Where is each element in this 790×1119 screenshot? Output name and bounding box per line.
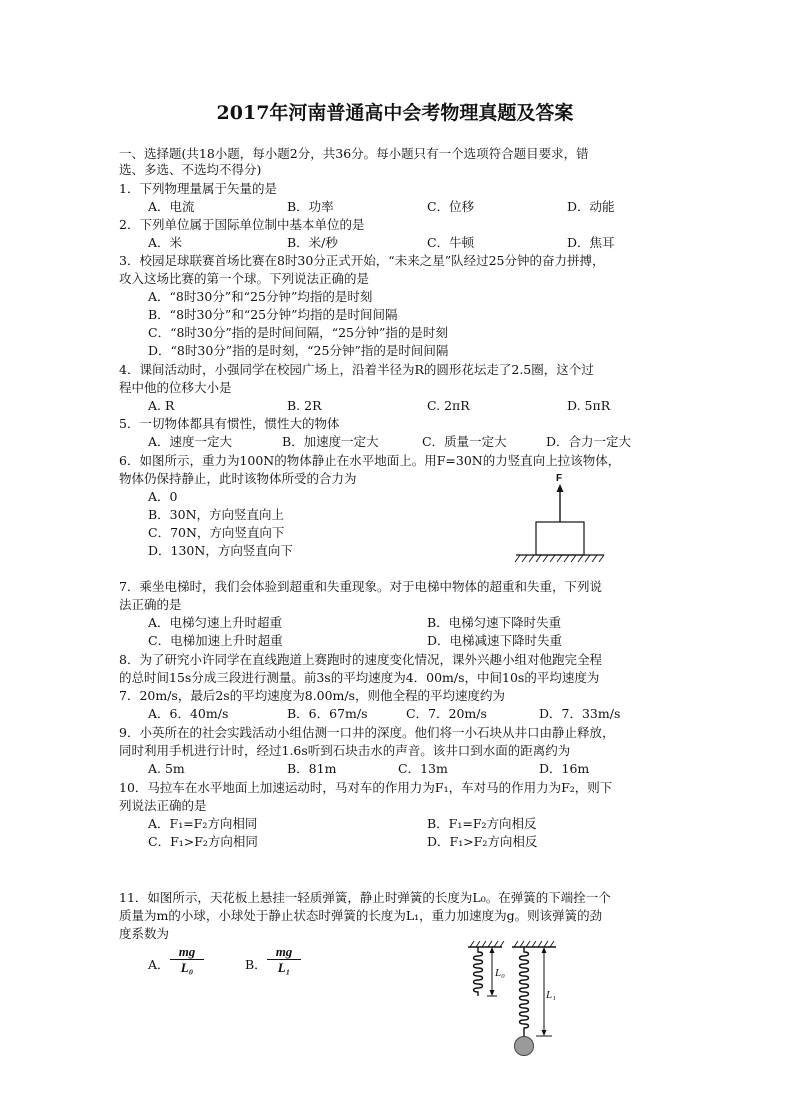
q3-option-a: A．“8时30分”和“25分钟”均指的是时刻: [148, 289, 373, 304]
q1-option-c: C．位移: [427, 199, 475, 214]
l1-arrow-top: [542, 947, 547, 953]
q6-option-d: D．130N，方向竖直向下: [148, 543, 293, 558]
q11-option-a-label: A．: [148, 957, 170, 972]
q9-option-d: D．16m: [539, 761, 590, 776]
question-10-stem: 10．马拉车在水平地面上加速运动时，马对车的作用力为F₁，车对马的作用力为F₂，则下: [119, 780, 613, 795]
q1-option-b: B．功率: [287, 199, 334, 214]
q8-option-c: C．7．20m/s: [406, 706, 487, 721]
section-header-cont: 选、多选、不选均不得分): [119, 162, 262, 177]
q6-option-a: A．0: [148, 489, 178, 504]
q11-b-denominator: L₁: [277, 960, 291, 975]
q2-option-d: D．焦耳: [567, 235, 615, 250]
q1-option-a: A．电流: [148, 199, 195, 214]
q3-option-d: D．“8时30分”指的是时刻，“25分钟”指的是时间间隔: [148, 343, 449, 358]
q11-spring-figure: [462, 940, 562, 1062]
question-8-stem: 8．为了研究小许同学在直线跑道上赛跑时的速度变化情况，课外兴趣小组对他跑完全程: [119, 652, 602, 667]
q11-a-denominator: L₀: [180, 960, 194, 975]
question-1-stem: 1．下列物理量属于矢量的是: [119, 181, 277, 196]
l1-arrow-bottom: [542, 1030, 547, 1036]
q8-option-b: B．6．67m/s: [287, 706, 368, 721]
q5-option-a: A．速度一定大: [148, 434, 233, 449]
q11-option-b-fraction: [267, 945, 301, 975]
question-3-stem: 3．校园足球联赛首场比赛在8时30分正式开始，“未来之星”队经过25分钟的奋力拼搏，: [119, 253, 605, 268]
q1-option-d: D．动能: [567, 199, 615, 214]
question-11-stem: 11．如图所示，天花板上悬挂一轻质弹簧，静止时弹簧的长度为L₀。在弹簧的下端拴一个: [119, 890, 611, 905]
q2-option-c: C．牛顿: [427, 235, 475, 250]
q9-option-b: B．81m: [287, 761, 337, 776]
q10-option-b: B．F₁=F₂方向相反: [427, 816, 537, 831]
q11-option-b-label: B．: [245, 957, 267, 972]
question-3-stem-cont: 攻入这场比赛的第一个球。下列说法正确的是: [119, 271, 370, 286]
question-4-stem: 4．课间活动时，小强同学在校园广场上，沿着半径为R的圆形花坛走了2.5圈，这个过: [119, 362, 594, 377]
force-label: F: [556, 473, 563, 484]
l1-label: L₁: [546, 989, 556, 1001]
force-arrowhead: [557, 484, 564, 492]
ground-hatching: [515, 555, 604, 562]
q4-option-c: C. 2πR: [427, 398, 470, 413]
q5-option-b: B．加速度一定大: [282, 434, 379, 449]
question-8-stem-cont2: 7．20m/s，最后2s的平均速度为8.00m/s，则他全程的平均速度约为: [119, 688, 506, 703]
q2-option-a: A．米: [148, 235, 183, 250]
question-6-stem: 6．如图所示，重力为100N的物体静止在水平地面上。用F=30N的力竖直向上拉该物体，: [119, 453, 621, 468]
q8-option-a: A．6．40m/s: [148, 706, 229, 721]
q7-option-d: D．电梯减速下降时失重: [427, 633, 563, 648]
ceiling-left-hatching: [470, 941, 504, 947]
q3-option-c: C．“8时30分”指的是时间间隔，“25分钟”指的是时刻: [148, 325, 448, 340]
question-11-stem-cont: 质量为m的小球，小球处于静止状态时弹簧的长度为L₁，重力加速度为g。则该弹簧的劲: [119, 908, 603, 923]
q2-option-b: B．米/秒: [287, 235, 338, 250]
question-9-stem: 9．小英所在的社会实践活动小组估测一口井的深度。他们将一小石块从井口由静止释放，: [119, 725, 615, 740]
q11-b-numerator: mg: [267, 945, 301, 960]
page-title: 2017年河南普通高中会考物理真题及答案: [216, 102, 574, 124]
q7-option-b: B．电梯匀速下降时失重: [427, 615, 562, 630]
q10-option-a: A．F₁=F₂方向相同: [148, 816, 258, 831]
q6-option-b: B．30N，方向竖直向上: [148, 507, 285, 522]
q10-option-d: D．F₁>F₂方向相反: [427, 834, 538, 849]
q10-option-c: C．F₁>F₂方向相同: [148, 834, 258, 849]
q5-option-c: C．质量一定大: [422, 434, 507, 449]
question-2-stem: 2．下列单位属于国际单位制中基本单位的是: [119, 217, 365, 232]
l0-arrow-top: [490, 947, 495, 953]
q11-option-a-fraction: [170, 945, 204, 975]
section-header: 一、选择题(共18小题，每小题2分，共36分。每小题只有一个选项符合题目要求，错: [119, 146, 589, 161]
q6-option-c: C．70N，方向竖直向下: [148, 525, 285, 540]
spring-loaded: [520, 947, 529, 1036]
q11-a-numerator: mg: [170, 945, 204, 960]
q6-force-figure: [510, 470, 610, 566]
question-7-stem-cont: 法正确的是: [119, 597, 182, 612]
question-8-stem-cont: 的总时间15s分成三段进行测量。前3s的平均速度为4．00m/s，中间10s的平均速度为: [119, 670, 600, 685]
l0-arrow-bottom: [490, 990, 495, 996]
question-11-stem-cont2: 度系数为: [119, 926, 170, 941]
q7-option-a: A．电梯匀速上升时超重: [148, 615, 283, 630]
q4-option-d: D. 5πR: [567, 398, 611, 413]
q9-option-c: C．13m: [398, 761, 448, 776]
question-10-stem-cont: 列说法正确的是: [119, 798, 207, 813]
question-6-stem-cont: 物体仍保持静止，此时该物体所受的合力为: [119, 471, 357, 486]
l0-label: L₀: [495, 967, 505, 979]
q8-option-d: D．7．33m/s: [539, 706, 621, 721]
q3-option-b: B．“8时30分”和“25分钟”均指的是时间间隔: [148, 307, 398, 322]
q4-option-b: B. 2R: [287, 398, 322, 413]
question-9-stem-cont: 同时利用手机进行计时，经过1.6s听到石块击水的声音。该井口到水面的距离约为: [119, 743, 571, 758]
question-7-stem: 7．乘坐电梯时，我们会体验到超重和失重现象。对于电梯中物体的超重和失重，下列说: [119, 579, 602, 594]
q5-option-d: D．合力一定大: [546, 434, 632, 449]
question-5-stem: 5．一切物体都具有惯性，惯性大的物体: [119, 416, 340, 431]
ceiling-right-hatching: [514, 941, 554, 947]
ball: [515, 1037, 534, 1056]
q9-option-a: A. 5m: [148, 761, 185, 776]
q4-option-a: A. R: [148, 398, 175, 413]
q7-option-c: C．电梯加速上升时超重: [148, 633, 283, 648]
block: [536, 522, 584, 555]
question-4-stem-cont: 程中他的位移大小是: [119, 380, 232, 395]
spring-unloaded: [474, 947, 483, 996]
